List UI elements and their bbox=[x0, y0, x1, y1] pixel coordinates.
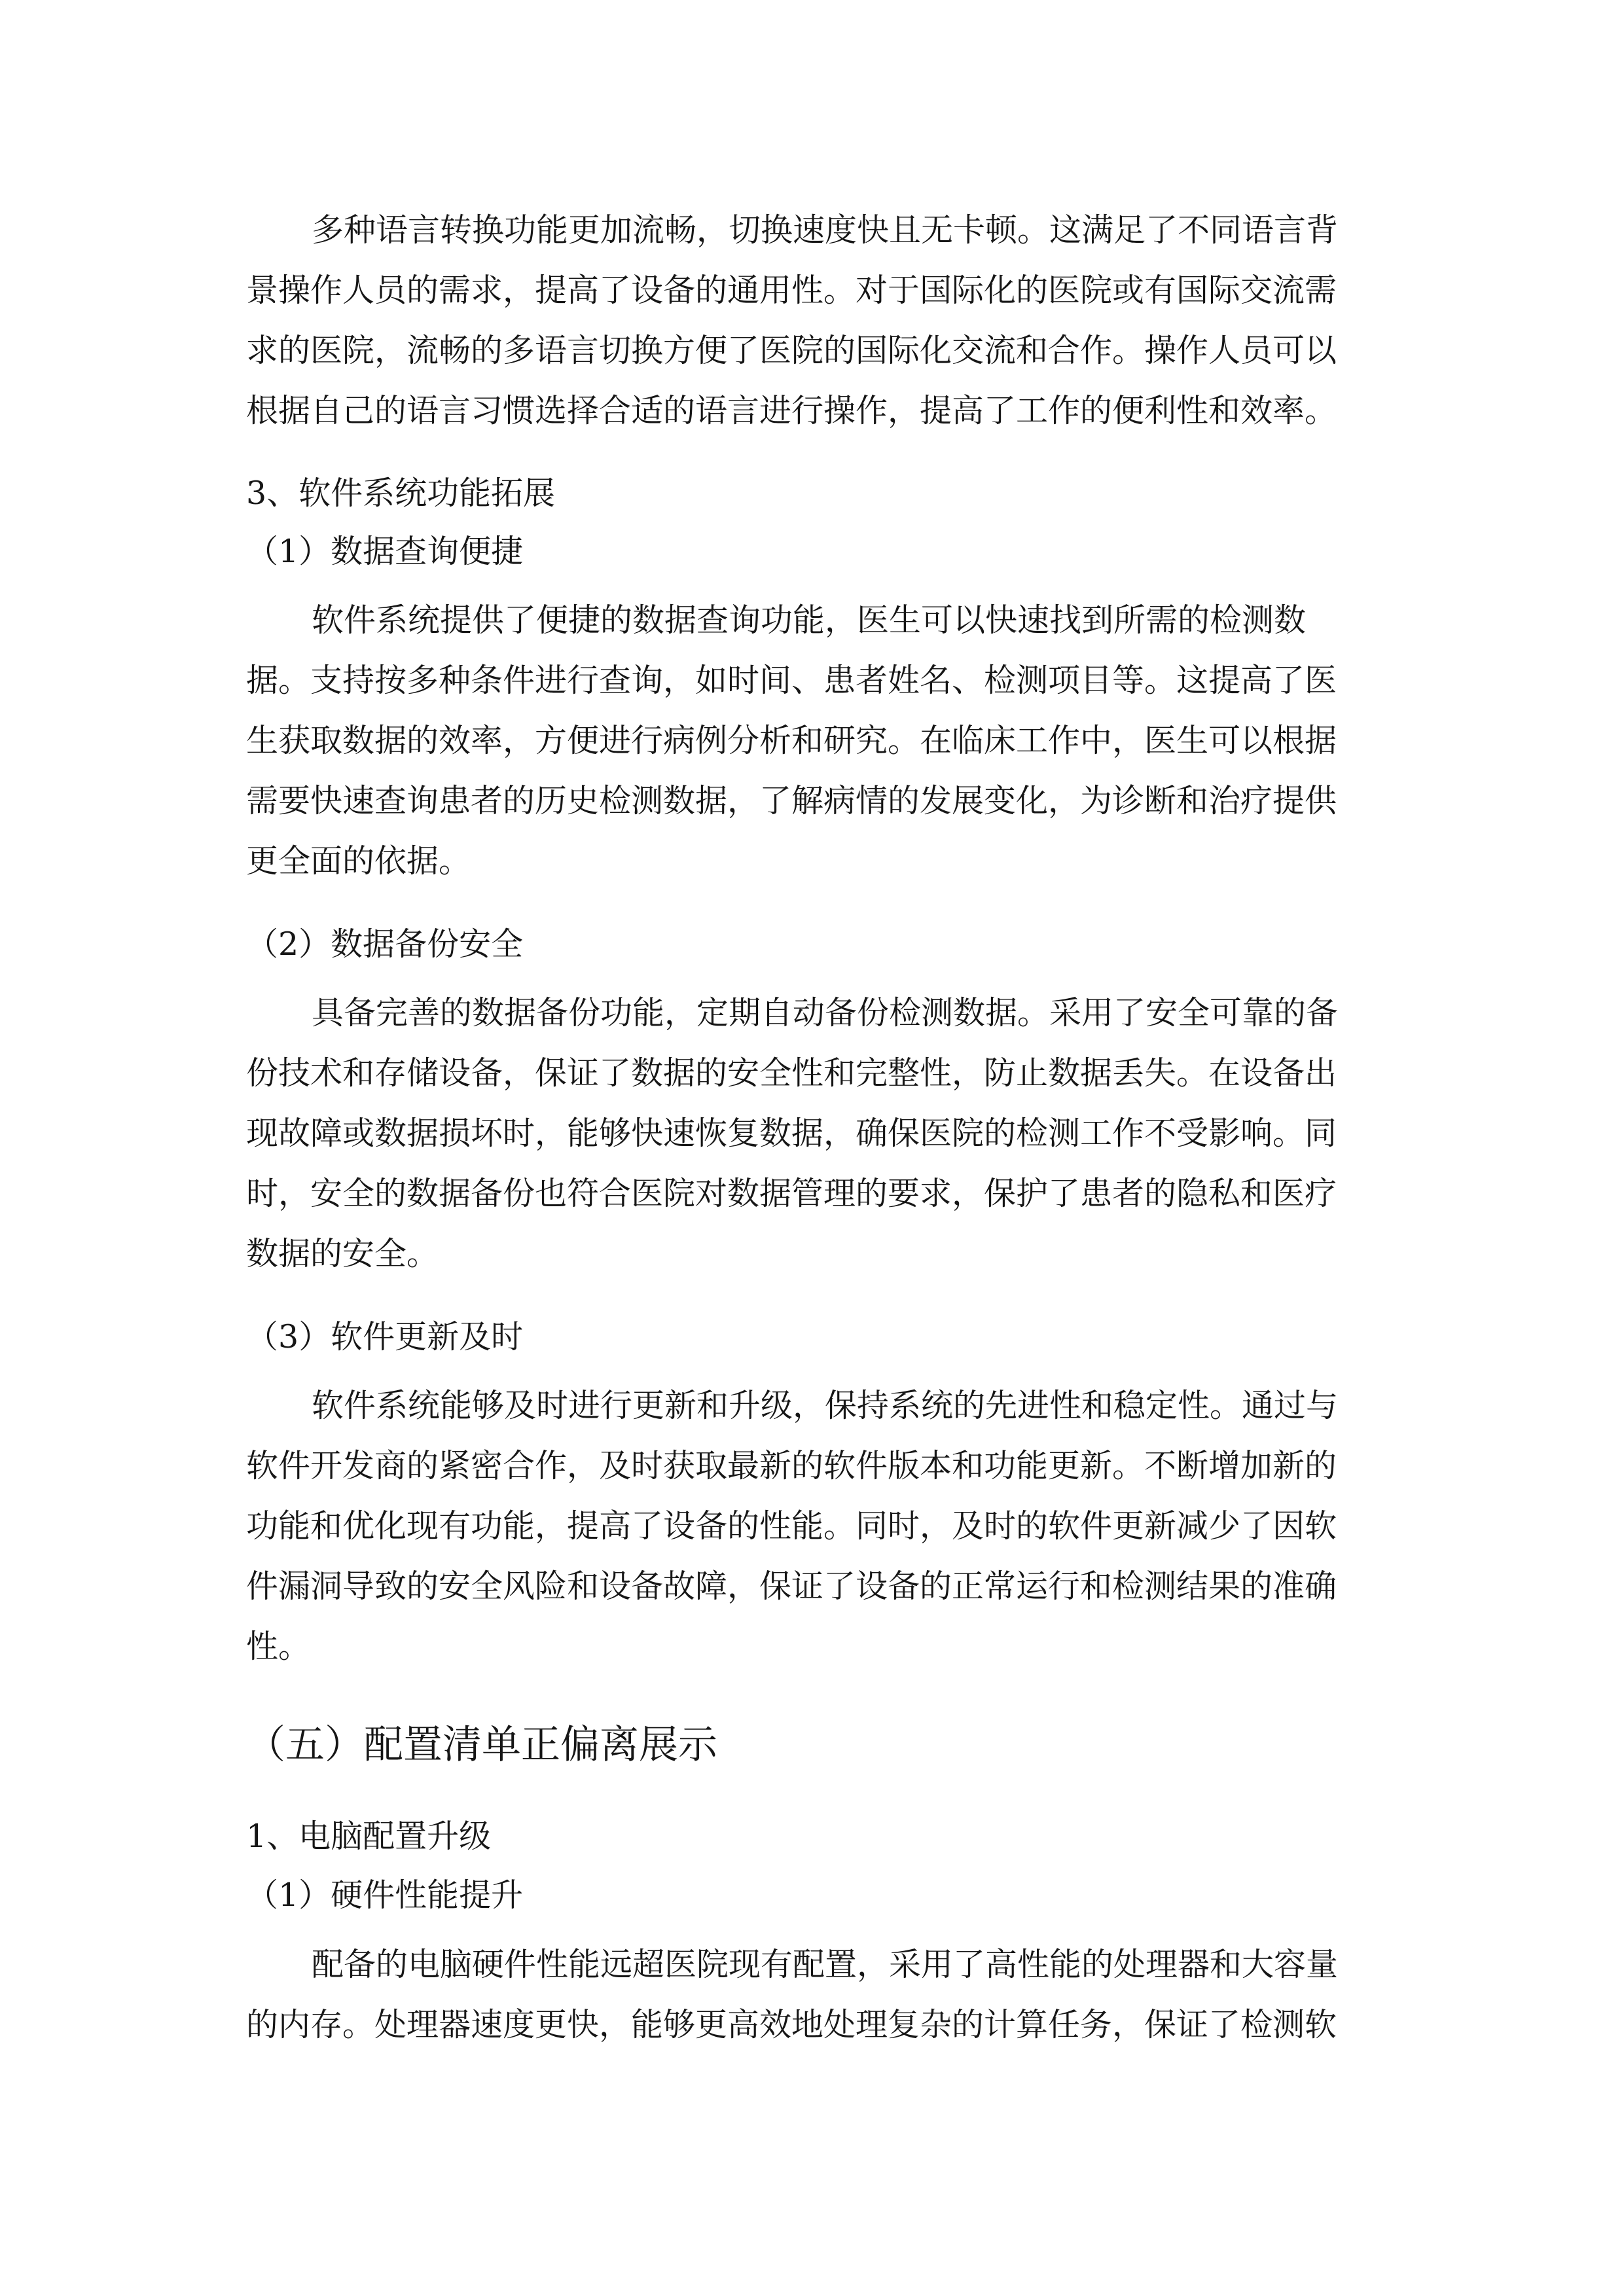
subheading-software-update: （3）软件更新及时 bbox=[246, 1318, 524, 1355]
heading-software-extension: 3、软件系统功能拓展 bbox=[246, 475, 556, 512]
subheading-data-backup: （2）数据备份安全 bbox=[246, 925, 524, 963]
paragraph-line: 据。支持按多种条件进行查询，如时间、患者姓名、检测项目等。这提高了医 bbox=[246, 662, 1337, 699]
paragraph-line: 更全面的依据。 bbox=[246, 842, 471, 880]
section-title: （五）配置清单正偏离展示 bbox=[246, 1722, 717, 1768]
paragraph-line: 性。 bbox=[246, 1628, 311, 1665]
paragraph-line: 现故障或数据损坏时，能够快速恢复数据，确保医院的检测工作不受影响。同 bbox=[246, 1115, 1337, 1152]
paragraph-line: 件漏洞导致的安全风险和设备故障，保证了设备的正常运行和检测结果的准确 bbox=[246, 1568, 1337, 1605]
paragraph-line: 软件系统提供了便捷的数据查询功能，医生可以快速找到所需的检测数 bbox=[312, 601, 1307, 639]
subheading-data-query: （1）数据查询便捷 bbox=[246, 533, 524, 570]
paragraph-line: 软件系统能够及时进行更新和升级，保持系统的先进性和稳定性。通过与 bbox=[312, 1387, 1339, 1424]
paragraph-line: 根据自己的语言习惯选择合适的语言进行操作，提高了工作的便利性和效率。 bbox=[246, 392, 1337, 429]
paragraph-line: 软件开发商的紧密合作，及时获取最新的软件版本和功能更新。不断增加新的 bbox=[246, 1447, 1337, 1484]
paragraph-line: 配备的电脑硬件性能远超医院现有配置，采用了高性能的处理器和大容量 bbox=[312, 1946, 1339, 1983]
paragraph-line: 功能和优化现有功能，提高了设备的性能。同时，及时的软件更新减少了因软 bbox=[246, 1507, 1337, 1545]
paragraph-line: 的内存。处理器速度更快，能够更高效地处理复杂的计算任务，保证了检测软 bbox=[246, 2006, 1337, 2043]
paragraph-line: 数据的安全。 bbox=[246, 1235, 439, 1272]
subheading-hardware-performance: （1）硬件性能提升 bbox=[246, 1876, 524, 1914]
paragraph-line: 需要快速查询患者的历史检测数据，了解病情的发展变化，为诊断和治疗提供 bbox=[246, 782, 1337, 819]
paragraph-line: 时，安全的数据备份也符合医院对数据管理的要求，保护了患者的隐私和医疗 bbox=[246, 1175, 1337, 1212]
paragraph-line: 景操作人员的需求，提高了设备的通用性。对于国际化的医院或有国际交流需 bbox=[246, 272, 1337, 309]
paragraph-line: 份技术和存储设备，保证了数据的安全性和完整性，防止数据丢失。在设备出 bbox=[246, 1054, 1337, 1092]
heading-computer-upgrade: 1、电脑配置升级 bbox=[246, 1818, 492, 1855]
paragraph-line: 求的医院，流畅的多语言切换方便了医院的国际化交流和合作。操作人员可以 bbox=[246, 332, 1337, 369]
paragraph-line: 多种语言转换功能更加流畅，切换速度快且无卡顿。这满足了不同语言背 bbox=[312, 211, 1339, 249]
paragraph-line: 生获取数据的效率，方便进行病例分析和研究。在临床工作中，医生可以根据 bbox=[246, 722, 1337, 759]
paragraph-line: 具备完善的数据备份功能，定期自动备份检测数据。采用了安全可靠的备 bbox=[312, 994, 1339, 1031]
